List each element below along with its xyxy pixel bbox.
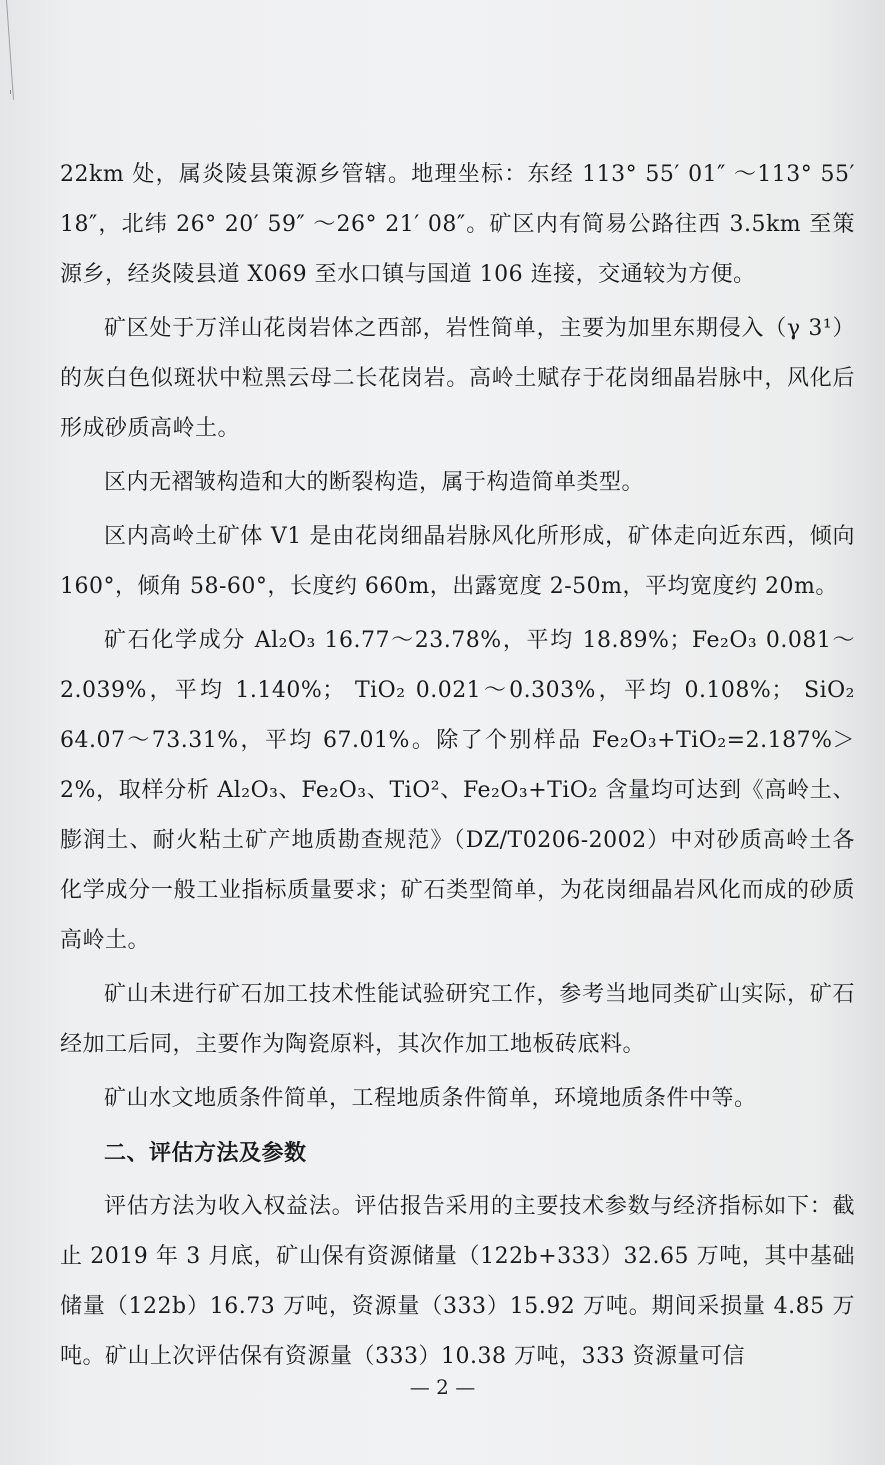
paragraph-orebody: 区内高岭土矿体 V1 是由花岗细晶岩脉风化所形成，矿体走向近东西，倾向 160°，倾角 58-60°，长度约 660m，出露宽度 2-50m，平均宽度约 20m。 (60, 524, 855, 599)
paragraph-structure: 区内无褶皱构造和大的断裂构造，属于构造简单类型。 (104, 470, 645, 495)
section-heading: 二、评估方法及参数 (104, 1140, 307, 1166)
paper-edge-shadow (6, 0, 14, 100)
paragraph-processing: 矿山未进行矿石加工技术性能试验研究工作，参考当地同类矿山实际，矿石经加工后同，主要作为陶瓷原料，其次作加工地板砖底料。 (60, 982, 855, 1057)
paragraph-method: 评估方法为收入权益法。评估报告采用的主要技术参数与经济指标如下：截止 2019 年 3 月底，矿山保有资源储量（122b+333）32.65 万吨，其中基础储量（122b）16.73 万吨，资源量（333）15.92 万吨。期间采损量 4.85 万吨。矿山上次评估保有资源量（333）10.38 万吨，333 资源量可信 (60, 1194, 855, 1369)
paragraph-conditions: 矿山水文地质条件简单，工程地质条件简单，环境地质条件中等。 (104, 1086, 757, 1111)
paragraph-geology: 矿区处于万洋山花岗岩体之西部，岩性简单，主要为加里东期侵入（γ 3¹）的灰白色似斑状中粒黑云母二长花岗岩。高岭土赋存于花岗细晶岩脉中，风化后形成砂质高岭土。 (60, 316, 855, 441)
document-body (60, 150, 855, 1386)
paragraph-location: 22km 处，属炎陵县策源乡管辖。地理坐标：东经 113° 55′ 01″ ～113° 55′ 18″，北纬 26° 20′ 59″ ～26° 21′ 08″。矿区内有简易公路往西 3.5km 至策源乡，经炎陵县道 X069 至水口镇与国道 106 连接，交通较为方便。 (60, 162, 855, 287)
page-number: — 2 — (409, 1375, 476, 1399)
paper-edge-mark (10, 90, 11, 94)
paragraph-chemistry: 矿石化学成分 Al₂O₃ 16.77～23.78%，平均 18.89%；Fe₂O₃ 0.081～2.039%，平均 1.140%； TiO₂ 0.021～0.303%，平均 0.108%； SiO₂ 64.07～73.31%，平均 67.01%。除了个别样品 Fe₂O₃+TiO₂=2.187%＞2%，取样分析 Al₂O₃、Fe₂O₃、TiO²、Fe₂O₃+TiO₂ 含量均可达到《高岭土、膨润土、耐火粘土矿产地质勘查规范》（DZ/T0206-2002）中对砂质高岭土各化学成分一般工业指标质量要求；矿石类型简单，为花岗细晶岩风化而成的砂质高岭土。 (60, 628, 855, 953)
